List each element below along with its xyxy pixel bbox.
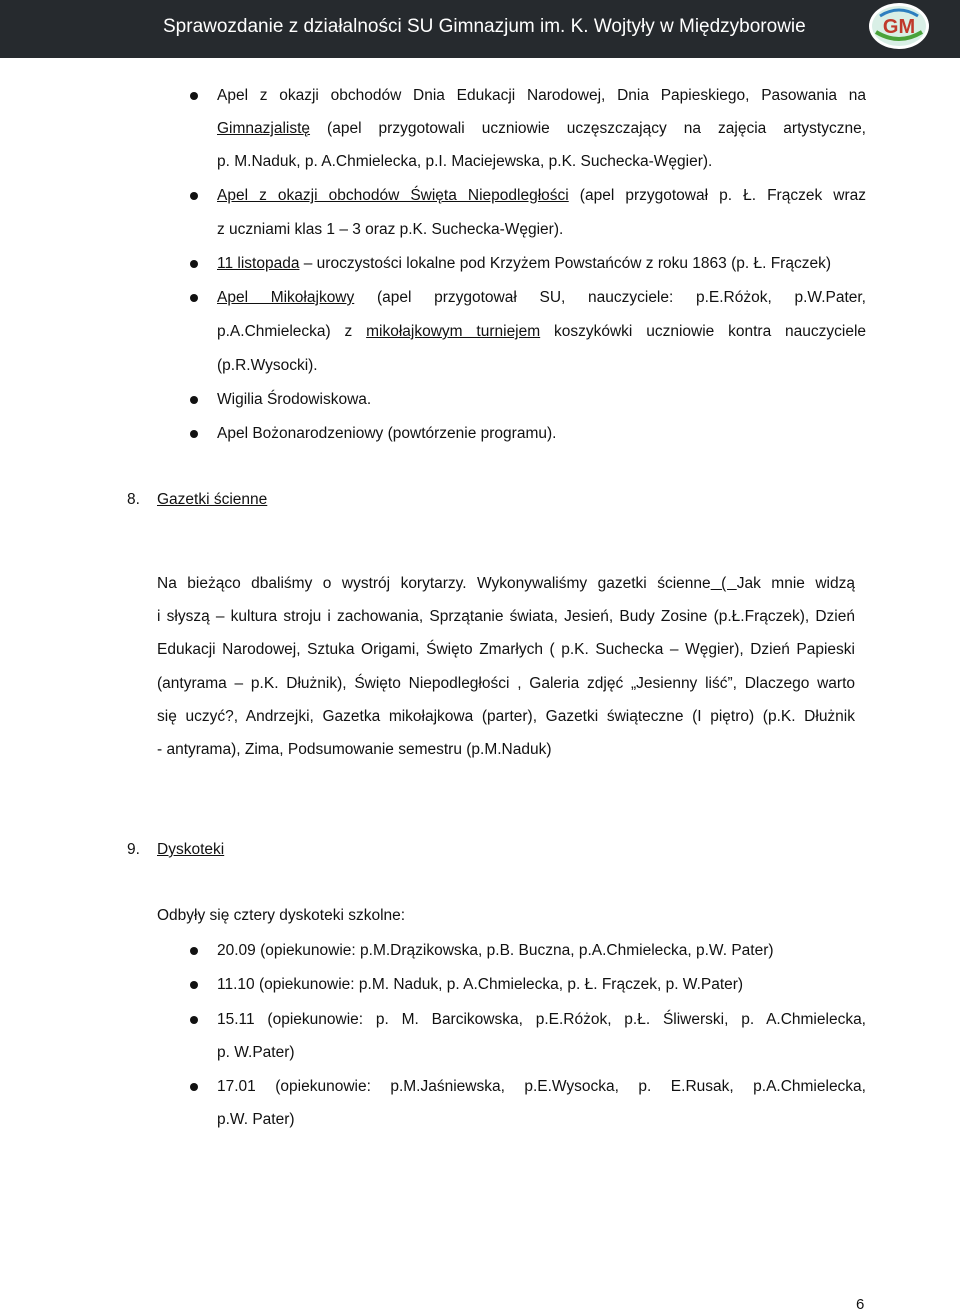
page-header <box>0 0 960 58</box>
paragraph-line: i słyszą – kultura stroju i zachowania, Sprzątanie świata, Jesień, Budy Zosine (p.Ł.Frączek), Dzień <box>157 608 855 625</box>
logo-text: GM <box>882 16 916 38</box>
bullet <box>190 1016 198 1024</box>
list-item: 11.10 (opiekunowie: p.M. Naduk, p. A.Chmielecka, p. Ł. Frączek, p. W.Pater) <box>217 976 744 993</box>
list-item: 11 listopada – uroczystości lokalne pod Krzyżem Powstańców z roku 1863 (p. Ł. Frączek) <box>217 255 831 272</box>
bullet <box>190 92 198 100</box>
list-item-continued: p.W. Pater) <box>217 1111 295 1128</box>
list-item: Wigilia Środowiskowa. <box>217 391 372 408</box>
list-item: Apel z okazji obchodów Dnia Edukacji Narodowej, Dnia Papieskiego, Pasowania na <box>217 87 866 104</box>
paragraph-line: Na bieżąco dbaliśmy o wystrój korytarzy. Wykonywaliśmy gazetki ścienne ( Jak mnie widzą <box>157 575 855 592</box>
section-number: 9. <box>127 841 140 858</box>
bullet <box>190 396 198 404</box>
bullet <box>190 947 198 955</box>
paragraph-line: Edukacji Narodowej, Sztuka Origami, Święto Zmarłych ( p.K. Suchecka – Węgier), Dzień Papieski <box>157 641 855 658</box>
list-item-continued: (p.R.Wysocki). <box>217 357 318 374</box>
paragraph-line: Odbyły się cztery dyskoteki szkolne: <box>157 907 406 924</box>
section-title: Gazetki ścienne <box>157 491 268 508</box>
list-item: 15.11 (opiekunowie: p. M. Barcikowska, p.E.Różok, p.Ł. Śliwerski, p. A.Chmielecka, <box>217 1011 866 1028</box>
list-item: 20.09 (opiekunowie: p.M.Drązikowska, p.B. Buczna, p.A.Chmielecka, p.W. Pater) <box>217 942 774 959</box>
school-logo <box>868 2 930 50</box>
list-item: Apel Bożonarodzeniowy (powtórzenie programu). <box>217 425 557 442</box>
paragraph-line: (antyrama – p.K. Dłużnik), Święto Niepodległości , Galeria zdjęć „Jesienny liść”, Dlaczego warto <box>157 675 855 692</box>
list-item: Apel Mikołajkowy (apel przygotował SU, nauczyciele: p.E.Różok, p.W.Pater, <box>217 289 866 306</box>
section-number: 8. <box>127 491 140 508</box>
link-gimnazjalista: Gimnazjalistę <box>217 120 311 137</box>
list-item-continued: p. W.Pater) <box>217 1044 295 1061</box>
bullet <box>190 192 198 200</box>
paragraph-line: - antyrama), Zima, Podsumowanie semestru (p.M.Naduk) <box>157 741 552 758</box>
list-item-continued: Gimnazjalistę (apel przygotowali uczniowie uczęszczający na zajęcia artystyczne, <box>217 120 866 137</box>
page-number: 6 <box>856 1296 865 1313</box>
header-title: Sprawozdanie z działalności SU Gimnazjum im. K. Wojtyły w Międzyborowie <box>163 16 806 37</box>
bullet <box>190 981 198 989</box>
bullet <box>190 294 198 302</box>
list-item: Apel z okazji obchodów Święta Niepodległości (apel przygotował p. Ł. Frączek wraz <box>217 187 866 204</box>
bullet <box>190 260 198 268</box>
bullet <box>190 1083 198 1091</box>
list-item: 17.01 (opiekunowie: p.M.Jaśniewska, p.E.Wysocka, p. E.Rusak, p.A.Chmielecka, <box>217 1078 866 1095</box>
bullet <box>190 430 198 438</box>
section-title: Dyskoteki <box>157 841 225 858</box>
list-item-continued: p.A.Chmielecka) z mikołajkowym turniejem koszykówki uczniowie kontra nauczyciele <box>217 323 867 340</box>
paragraph-line: się uczyć?, Andrzejki, Gazetka mikołajkowa (parter), Gazetki świąteczne (I piętro) (p.K. Dłużnik <box>157 708 855 725</box>
list-item-continued: p. M.Naduk, p. A.Chmielecka, p.I. Maciejewska, p.K. Suchecka-Węgier). <box>217 153 713 170</box>
list-item-continued: z uczniami klas 1 – 3 oraz p.K. Suchecka-Węgier). <box>217 221 564 238</box>
